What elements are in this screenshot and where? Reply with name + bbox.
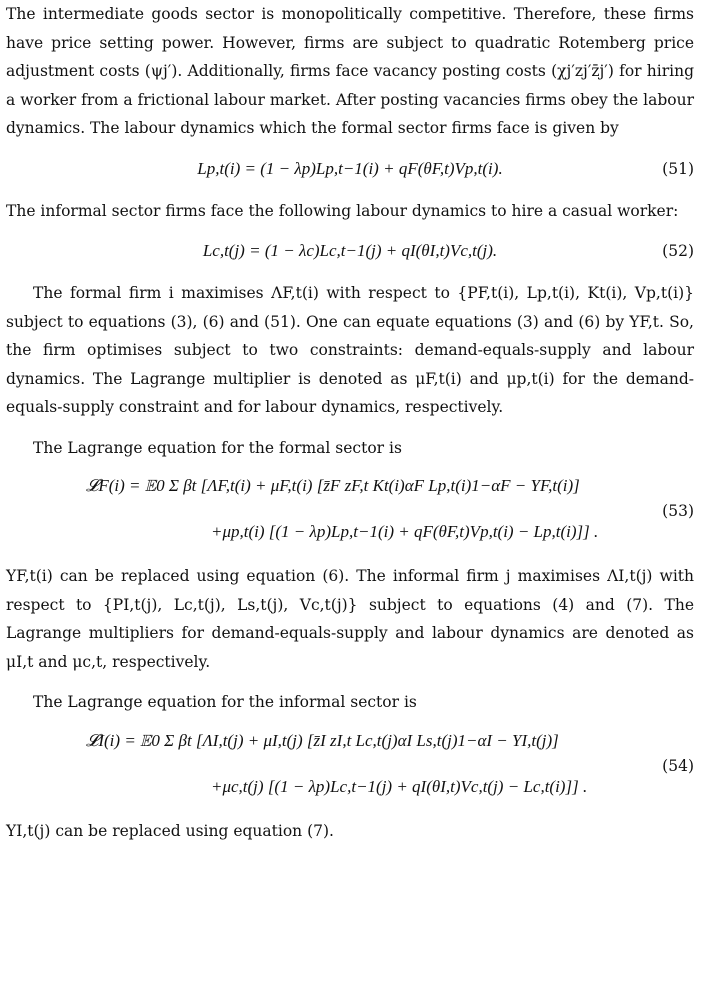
equation-52-body: Lc,t(j) = (1 − λc)Lc,t−1(j) + qI(θI,t)Vc,t(j). [202, 241, 498, 260]
paragraph-intermediate-goods [6, 0, 694, 143]
equation-53-number: (53) [662, 502, 694, 520]
paragraph-lagrange-formal-intro [6, 434, 694, 463]
equation-51 [6, 143, 694, 197]
paragraph-text: The formal firm i maximises ΛF,t(i) with respect to {PF,t(i), Lp,t(i), Kt(i), Vp,t(i)} subject to equations (3), (6) and (51). One can equate equations (3) and (6) by YF,t. So, the firm optimises subject to two constraints: demand-equals-supply and labour dynamics. The Lagrange multiplier is denoted as μF,t(i) and μp,t(i) for the demand-equals-supply constraint and for labour dynamics, respectively. [6, 284, 694, 416]
paragraph-text: The intermediate goods sector is monopolitically competitive. Therefore, these firms have price setting power. However, firms are subject to quadratic Rotemberg price adjustment costs (ψj′). Additionally, firms face vacancy posting costs (χj′zj′z̄j′) for hiring a worker from a frictional labour market. After posting vacancies firms obey the labour dynamics. The labour dynamics which the formal sector firms face is given by [6, 5, 694, 137]
equation-52-number: (52) [662, 242, 694, 260]
paragraph-text: The informal sector firms face the following labour dynamics to hire a casual worker: [6, 201, 679, 220]
paragraph-formal-firm [6, 279, 694, 422]
equation-52 [6, 225, 694, 279]
paper-page [6, 0, 694, 845]
equation-53-line-2: +μp,t(i) [(1 − λp)Lp,t−1(i) + qF(θF,t)Vp,t(i) − Lp,t(i)]] . [211, 522, 599, 541]
paragraph-text: YI,t(j) can be replaced using equation (7). [6, 821, 334, 840]
equation-53-line-1: 𝓛F(i) = 𝔼0 Σ βt [ΛF,t(i) + μF,t(i) [z̄F zF,t Kt(i)αF Lp,t(i)1−αF − YF,t(i)] [86, 476, 580, 495]
paragraph-text: YF,t(i) can be replaced using equation (6). The informal firm j maximises ΛI,t(j) with respect to {PI,t(j), Lc,t(j), Ls,t(j), Vc,t(j)} subject to equations (4) and (7). The Lagrange multipliers for demand-equals-supply and labour dynamics are denoted as μI,t and μc,t, respectively. [6, 567, 694, 671]
paragraph-informal-dynamics [6, 197, 694, 226]
equation-54 [6, 717, 694, 817]
paragraph-replace-yi [6, 817, 694, 846]
paragraph-text: The Lagrange equation for the informal sector is [33, 693, 417, 711]
equation-54-line-2: +μc,t(j) [(1 − λp)Lc,t−1(j) + qI(θI,t)Vc,t(j) − Lc,t(i)]] . [211, 776, 588, 796]
paragraph-text: The Lagrange equation for the formal sector is [33, 438, 402, 457]
equation-54-line-1: 𝓛I(i) = 𝔼0 Σ βt [ΛI,t(j) + μI,t(j) [z̄I zI,t Lc,t(j)αI Ls,t(j)1−αI − YI,t(j)] [86, 730, 559, 750]
equation-51-number: (51) [662, 159, 694, 178]
equation-53 [6, 462, 694, 562]
paragraph-lagrange-informal-intro [6, 688, 694, 717]
equation-54-number: (54) [662, 756, 694, 775]
equation-51-body: Lp,t(i) = (1 − λp)Lp,t−1(i) + qF(θF,t)Vp,t(i). [197, 158, 503, 178]
paragraph-informal-firm [6, 562, 694, 676]
